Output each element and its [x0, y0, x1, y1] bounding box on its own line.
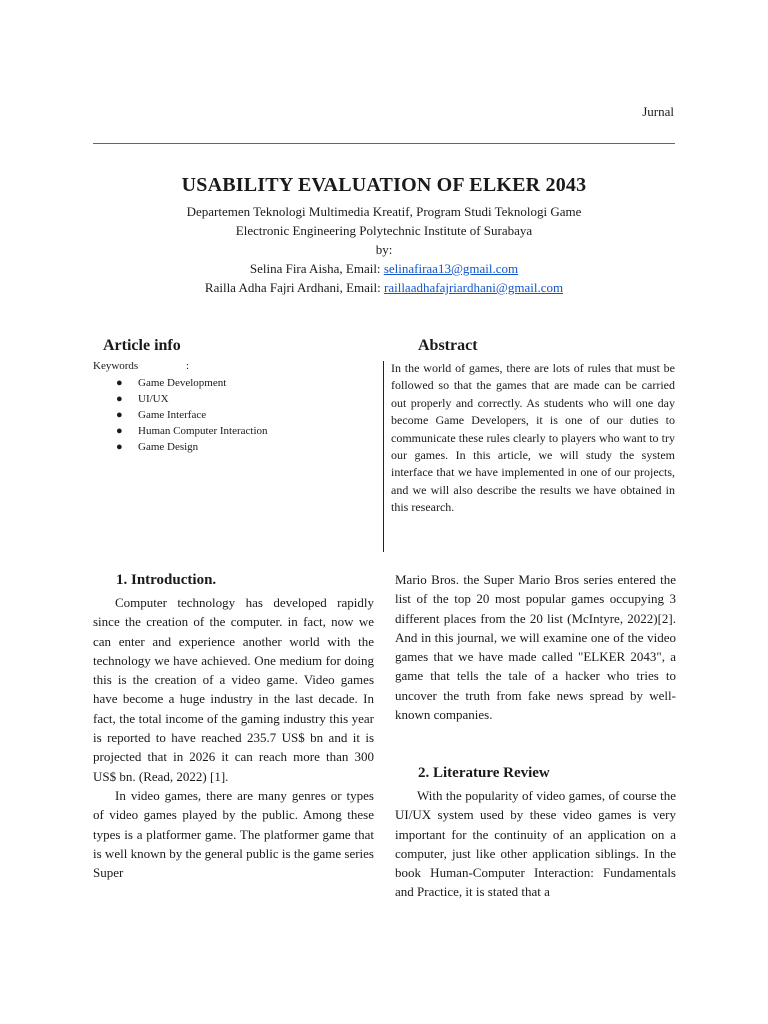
keyword-item: ● Game Development: [116, 377, 227, 389]
by-label: by:: [375, 242, 393, 257]
keywords-row: [93, 360, 293, 372]
affiliation-line-2: Electronic Engineering Polytechnic Institute of Surabaya: [235, 223, 533, 238]
bullet-icon: ●: [116, 441, 123, 453]
right-column-top: [395, 570, 676, 724]
right-column-bottom: [395, 786, 676, 902]
header-divider: [93, 143, 675, 144]
left-column: [93, 593, 374, 882]
keywords-colon: :: [186, 360, 190, 372]
keywords-label: Keywords: [93, 360, 139, 372]
intro-paragraph-3: Mario Bros. the Super Mario Bros series entered the list of the top 20 most popular games occupying 3 different places from the 20 list (McIntyre, 2022)[2]. And in this journal, we will examine one of the video games that we have made called "ELKER 2043", a game that tells the tale of a hacker who tries to uncover the truth from fake news spread by well-known companies.: [395, 572, 676, 723]
literature-paragraph-1: With the popularity of video games, of course the UI/UX system used by these video games is very important for the continuity of an application on a computer, just like other application siblings. In the book Human-Computer Interaction: Fundamentals and Practice, it is stated that a: [395, 788, 676, 900]
author-2-email-link[interactable]: raillaadhafajriardhani@gmail.com: [384, 280, 564, 295]
bullet-icon: ●: [116, 409, 123, 421]
intro-paragraph-2: In video games, there are many genres or types of video games played by the public. Among these types is a platformer game. The platformer game that is well known by the general public is the game series Super: [93, 787, 374, 881]
bullet-icon: ●: [116, 393, 123, 405]
author-1: [0, 259, 768, 278]
bullet-icon: ●: [116, 377, 123, 389]
author-2: [0, 278, 768, 297]
author-1-email-link[interactable]: selinafiraa13@gmail.com: [383, 261, 519, 276]
keyword-item: ● Game Interface: [116, 409, 207, 421]
affiliation-line-1: Departemen Teknologi Multimedia Kreatif, Program Studi Teknologi Game: [186, 204, 582, 219]
bullet-icon: ●: [116, 425, 123, 437]
keyword-item: ● UI/UX: [116, 393, 169, 405]
journal-label: Jurnal: [642, 104, 674, 119]
keywords-list: [116, 375, 276, 455]
keyword-item: ● Game Design: [116, 441, 199, 453]
keyword-item: ● Human Computer Interaction: [116, 425, 268, 437]
author-1-label: Selina Fira Aisha, Email:: [249, 261, 384, 276]
intro-paragraph-1: Computer technology has developed rapidly since the creation of the computer. in fact, now we can enter and experience another world with the technology we have achieved. One medium for doing this is the creation of a video game. Video games have become a huge industry in the last decade. In fact, the total income of the gaming industry this year is reported to have reached 235.7 US$ bn and it is projected that in 2026 it can reach more than 300 US$ bn. (Read, 2022) [1].: [93, 595, 374, 784]
affiliation-block: [0, 202, 768, 297]
abstract-heading: Abstract: [418, 337, 478, 354]
abstract-divider: [383, 361, 384, 552]
introduction-heading: 1. Introduction.: [116, 572, 217, 588]
paper-title: USABILITY EVALUATION OF ELKER 2043: [181, 174, 587, 196]
literature-heading: 2. Literature Review: [418, 765, 550, 781]
author-2-label: Railla Adha Fajri Ardhani, Email:: [204, 280, 384, 295]
abstract-text: In the world of games, there are lots of rules that must be followed so that the games that are made can be carried out properly and correctly. As students who will one day become Game Developers, it is one of our duties to communicate these rules clearly to players who want to try our games. In this article, we will study the system interface that we have implemented in one of our projects, and we will also describe the results we have obtained in this research.: [391, 361, 675, 515]
article-info-heading: Article info: [103, 337, 181, 354]
